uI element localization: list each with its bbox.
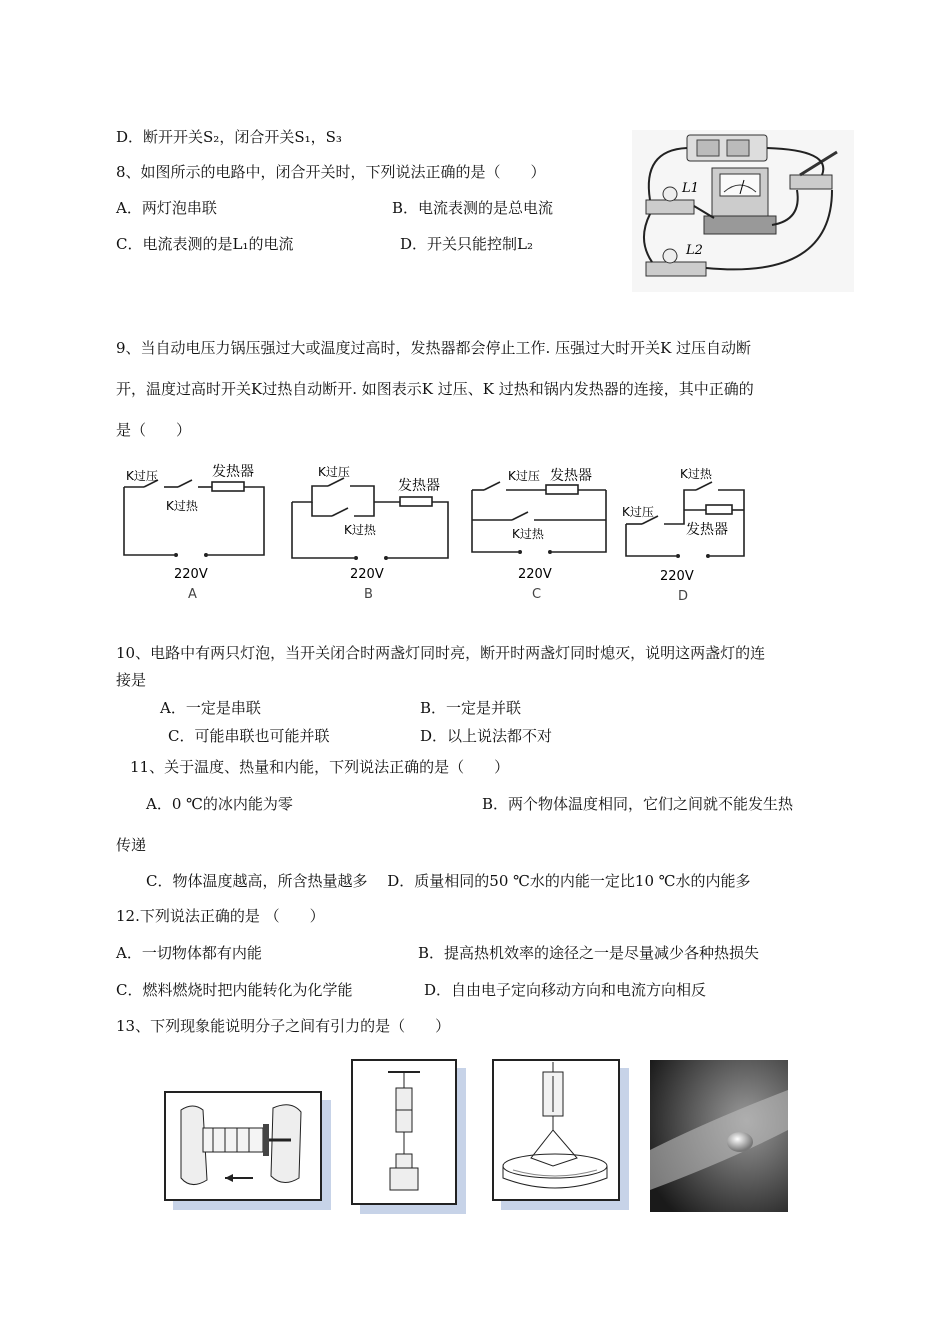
q10-line2: 接是 — [116, 671, 147, 689]
q9-line1: 9、当自动电压力锅压强过大或温度过高时，发热器都会停止工作. 压强过大时开关K 过压自动断 — [116, 339, 752, 357]
q12-option-a: A．一切物体都有内能 — [116, 944, 262, 962]
q11-option-b-cont: 传递 — [116, 836, 147, 854]
q11-options-cd: C．物体温度越高，所含热量越多 D．质量相同的50 ℃水的内能一定比10 ℃水的内能多 — [146, 872, 751, 890]
q9-circuit-b — [288, 462, 458, 604]
q12-option-c: C．燃料燃烧时把内能转化为化学能 — [116, 981, 353, 999]
label-kgy: K过压 — [318, 465, 350, 479]
q8-option-d: D．开关只能控制L₂ — [400, 235, 534, 253]
q10-line1: 10、电路中有两只灯泡，当开关闭合时两盏灯同时亮，断开时两盏灯同时熄灭，说明这两盏灯的连 — [116, 644, 766, 662]
label-kgr: K过热 — [512, 527, 544, 541]
label-l1: L1 — [682, 181, 699, 196]
label-220v: 220V — [660, 569, 694, 584]
label-heater: 发热器 — [550, 468, 592, 484]
q13-figure-water-drop — [650, 1060, 788, 1212]
q10-option-b: B．一定是并联 — [420, 699, 522, 717]
label-heater: 发热器 — [398, 478, 440, 494]
q9-circuit-a — [118, 462, 278, 604]
label-220v: 220V — [350, 567, 384, 582]
q9-line2: 开，温度过高时开关K过热自动断开. 如图表示K 过压、K 过热和锅内发热器的连接，其中正确的 — [116, 380, 754, 398]
q11-stem: 11、关于温度、热量和内能，下列说法正确的是（ ） — [130, 758, 510, 776]
q10-option-c: C．可能串联也可能并联 — [168, 727, 330, 745]
label-heater: 发热器 — [212, 464, 254, 480]
q12-stem: 12.下列说法正确的是 （ ） — [116, 907, 325, 925]
label-kgy: K过压 — [508, 469, 540, 483]
switch — [790, 175, 832, 189]
bulb-l1 — [646, 200, 694, 214]
q7-option-d: D．断开开关S₂，闭合开关S₁，S₃ — [116, 128, 342, 146]
q13-figure-lead-blocks — [350, 1058, 468, 1216]
label-220v: 220V — [518, 567, 552, 582]
q8-option-a: A．两灯泡串联 — [116, 199, 217, 217]
label-option-a: A — [188, 587, 197, 602]
q12-option-b: B．提高热机效率的途径之一是尽量减少各种热损失 — [418, 944, 760, 962]
q8-option-c: C．电流表测的是L₁的电流 — [116, 235, 294, 253]
q13-figure-spring-scale — [491, 1058, 631, 1212]
q8-option-b: B．电流表测的是总电流 — [392, 199, 554, 217]
bulb-l2 — [646, 262, 706, 276]
q9-line3: 是（ ） — [116, 421, 192, 439]
q10-option-a: A．一定是串联 — [160, 699, 261, 717]
label-option-c: C — [532, 587, 542, 602]
q11-option-a: A．0 ℃的冰内能为零 — [146, 795, 293, 813]
q8-stem: 8、如图所示的电路中，闭合开关时，下列说法正确的是（ ） — [116, 163, 546, 181]
label-220v: 220V — [174, 567, 208, 582]
q8-circuit-figure — [632, 130, 854, 292]
q9-circuit-c — [466, 462, 616, 604]
label-kgr: K过热 — [344, 523, 376, 537]
label-heater: 发热器 — [686, 522, 728, 538]
q11-option-b: B．两个物体温度相同，它们之间就不能发生热 — [482, 795, 794, 813]
label-option-b: B — [364, 587, 373, 602]
label-l2: L2 — [686, 243, 703, 258]
label-kgr: K过热 — [166, 499, 198, 513]
q13-stem: 13、下列现象能说明分子之间有引力的是（ ） — [116, 1017, 451, 1035]
label-kgr: K过热 — [680, 467, 712, 481]
q10-option-d: D．以上说法都不对 — [420, 727, 553, 745]
label-option-d: D — [678, 589, 689, 604]
label-kgy: K过压 — [126, 469, 158, 483]
label-kgy: K过压 — [622, 505, 654, 519]
q12-option-d: D．自由电子定向移动方向和电流方向相反 — [424, 981, 707, 999]
q9-circuit-d — [620, 462, 755, 604]
q13-figure-syringe — [163, 1090, 333, 1212]
